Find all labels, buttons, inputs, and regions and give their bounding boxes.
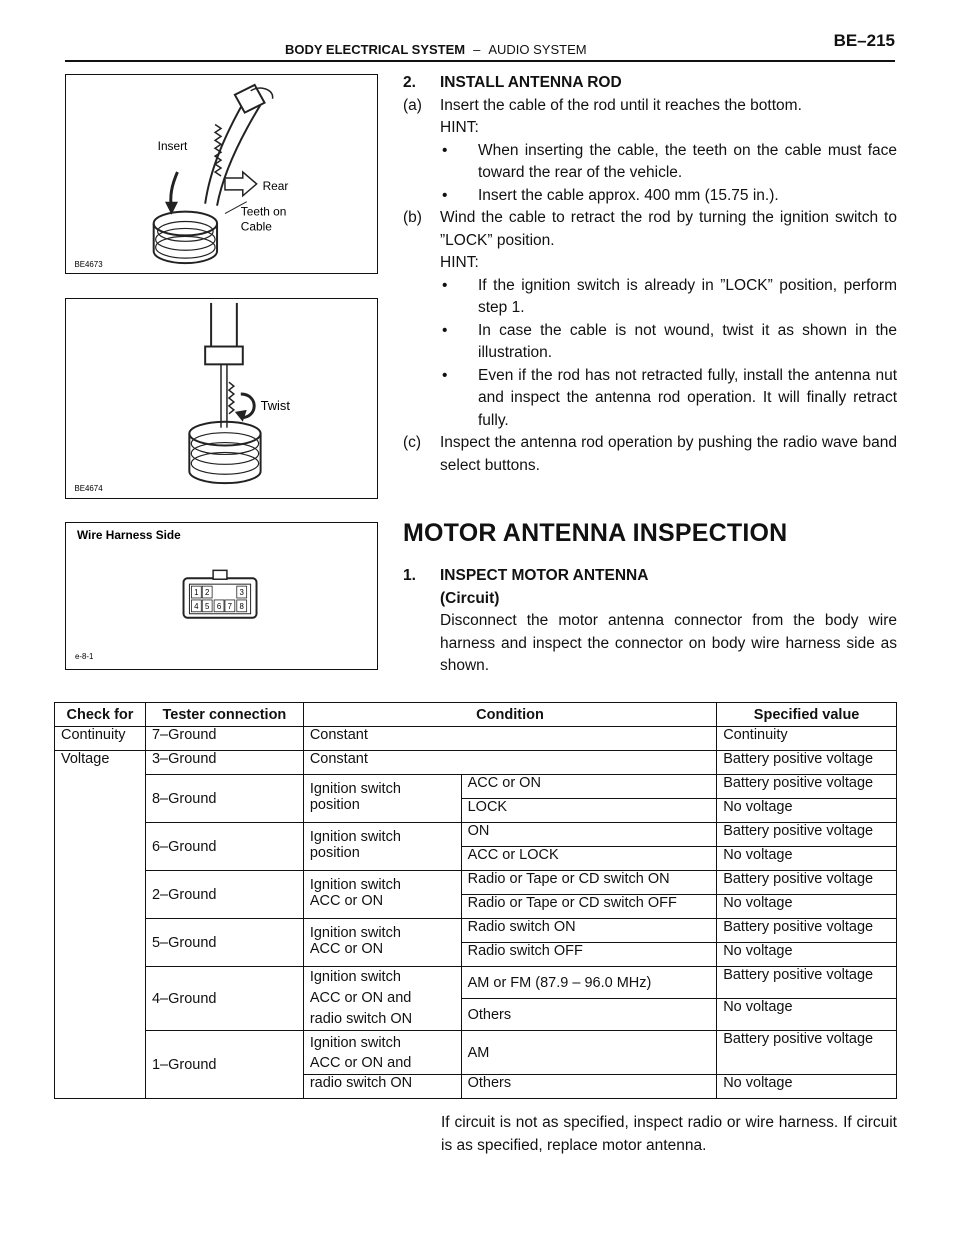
footer-note: If circuit is not as specified, inspect radio or wire harness. If circuit is as specified, replace motor antenna. [441,1114,897,1154]
subcondition-cell: AM or FM (87.9 – 96.0 MHz) [461,967,717,999]
condition-line: Ignition switch [309,781,401,797]
inspection-section [403,565,897,678]
step-title [403,565,897,588]
pin-label: 4 [194,601,199,611]
column-header: Condition [303,703,716,727]
substep-c [403,432,897,477]
pin-label: 5 [205,601,210,611]
page-header [65,28,895,62]
page-number: BE–215 [833,31,895,50]
subcondition-cell: Radio or Tape or CD switch ON [461,871,717,895]
value-cell: No voltage [717,943,897,967]
figure-title: Wire Harness Side [76,527,181,542]
subcondition-cell: Others [461,999,717,1031]
figure-code: BE4673 [74,260,103,270]
condition-line: ACC or ON and [309,990,412,1006]
step-number: 2. [403,74,416,91]
label-rear: Rear [262,178,289,193]
figure-connector [65,522,378,670]
substep-text: Insert the cable of the rod until it reaches the bottom. [440,96,802,114]
label-insert: Insert [157,139,188,154]
connection-cell: 4–Ground [145,967,303,1031]
bullet-item: • Insert the cable approx. 400 mm (15.75 in.). [403,185,897,208]
condition-line: Ignition switch [309,969,401,985]
condition-cell [303,967,461,1031]
step-title [403,72,897,95]
value-cell: Battery positive voltage [717,775,897,799]
connection-cell: 7–Ground [145,727,303,751]
connection-cell: 5–Ground [145,919,303,967]
subcondition-cell: Others [461,1075,717,1099]
substep-label: (c) [403,434,422,451]
condition-cell [303,871,461,919]
check-cell: Continuity [55,727,146,751]
table-header-row [55,703,897,727]
subcondition-cell: Radio switch OFF [461,943,717,967]
hint-label: HINT: [440,119,479,136]
value-cell: No voltage [717,999,897,1031]
bullet-item: • Even if the rod has not retracted fully, install the antenna nut and inspect the antenna rod operation. It will finally retract fully. [403,365,897,433]
table-row [55,967,897,999]
condition-line: ACC or ON [309,893,384,909]
step-title-text: INSPECT MOTOR ANTENNA [440,567,649,584]
column-header: Specified value [717,703,897,727]
pin-label: 7 [227,601,233,611]
pin-label: 8 [239,601,244,611]
figure-twist-cable [65,298,378,499]
column-header: Check for [55,703,146,727]
hint-label: HINT: [440,254,479,271]
value-cell: Battery positive voltage [717,919,897,943]
condition-line: Ignition switch [309,829,401,845]
check-cell: Voltage [55,751,146,1099]
value-cell: Battery positive voltage [717,1031,897,1075]
bullet-text: In case the cable is not wound, twist it as shown in the illustration. [478,321,897,361]
condition-cell: radio switch ON [303,1075,461,1099]
table-row [55,919,897,943]
value-cell: No voltage [717,1075,897,1099]
condition-cell: Constant [303,751,716,775]
condition-cell [303,823,461,871]
value-cell: No voltage [717,799,897,823]
value-cell: No voltage [717,895,897,919]
section-name: BODY ELECTRICAL SYSTEM [285,42,466,57]
subcondition-cell: Radio or Tape or CD switch OFF [461,895,717,919]
condition-cell [303,1031,461,1075]
pin-label: 3 [239,588,244,598]
connection-cell: 1–Ground [145,1031,303,1099]
condition-cell [303,919,461,967]
substep-b [403,207,897,252]
step-text: Disconnect the motor antenna connector from the body wire harness and inspect the connector on body wire harness side as shown. [440,612,897,674]
label-teeth-1: Teeth on [240,204,287,219]
inspection-table [54,702,897,1099]
subcondition-cell: ACC or LOCK [461,847,717,871]
subsection-name: AUDIO SYSTEM [488,42,587,57]
value-cell: No voltage [717,847,897,871]
subcondition-cell: Radio switch ON [461,919,717,943]
bullet-text: Even if the rod has not retracted fully, install the antenna nut and inspect the antenna rod operation. It will finally retract fully. [478,366,897,429]
condition-line: Ignition switch [309,877,401,893]
pin-label: 2 [205,588,210,598]
twist-cable-illustration [66,299,377,498]
condition-line: Ignition switch [309,1035,401,1051]
step-title-text: INSTALL ANTENNA ROD [440,74,622,91]
value-cell: Battery positive voltage [717,967,897,999]
value-cell: Battery positive voltage [717,751,897,775]
substep-text: Inspect the antenna rod operation by pushing the radio wave band select buttons. [440,434,897,474]
step-number: 1. [403,567,416,584]
subcondition-cell: AM [461,1031,717,1075]
pin-label: 6 [216,601,222,611]
table-row [55,775,897,799]
header-separator: – [473,42,481,57]
subcondition-cell: ON [461,823,717,847]
table-row [55,823,897,847]
value-cell: Continuity [717,727,897,751]
table-row [55,727,897,751]
subcondition-cell: LOCK [461,799,717,823]
condition-line: radio switch ON [309,1011,413,1027]
bullet-text: Insert the cable approx. 400 mm (15.75 in.). [478,186,779,204]
connector-illustration [66,523,377,669]
condition-line: position [309,797,360,813]
step-subtitle: (Circuit) [440,589,500,607]
condition-cell: Constant [303,727,716,751]
insert-cable-illustration [66,75,377,273]
section-title [285,42,587,57]
connection-cell: 6–Ground [145,823,303,871]
connection-cell: 3–Ground [145,751,303,775]
connection-cell: 2–Ground [145,871,303,919]
label-twist: Twist [260,397,290,413]
bullet-item: • In case the cable is not wound, twist it as shown in the illustration. [403,320,897,365]
table-row [55,751,897,775]
condition-line: ACC or ON and [309,1055,412,1071]
figure-code: e-8-1 [75,652,94,662]
substep-text: Wind the cable to retract the rod by turning the ignition switch to ”LOCK” position. [440,209,897,249]
bullet-item: • When inserting the cable, the teeth on the cable must face toward the rear of the vehicle. [403,140,897,185]
subcondition-cell: ACC or ON [461,775,717,799]
figure-insert-cable [65,74,378,274]
table-row [55,871,897,895]
install-antenna-section [403,72,897,477]
bullet-text: When inserting the cable, the teeth on the cable must face toward the rear of the vehicle. [478,141,897,181]
section-heading: MOTOR ANTENNA INSPECTION [403,519,788,547]
bullet-text: If the ignition switch is already in ”LOCK” position, perform step 1. [478,276,897,316]
substep-label: (b) [403,209,422,226]
pin-label: 1 [194,588,199,598]
condition-cell [303,775,461,823]
table-row [55,1031,897,1075]
condition-line: position [309,845,360,861]
value-cell: Battery positive voltage [717,871,897,895]
value-cell: Battery positive voltage [717,823,897,847]
condition-line: ACC or ON [309,941,384,957]
substep-label: (a) [403,96,422,114]
condition-line: Ignition switch [309,925,401,941]
label-teeth-2: Cable [240,219,272,234]
figure-code: BE4674 [74,484,103,494]
column-header: Tester connection [145,703,303,727]
bullet-item: • If the ignition switch is already in ”LOCK” position, perform step 1. [403,275,897,320]
connection-cell: 8–Ground [145,775,303,823]
substep-a [403,95,897,118]
